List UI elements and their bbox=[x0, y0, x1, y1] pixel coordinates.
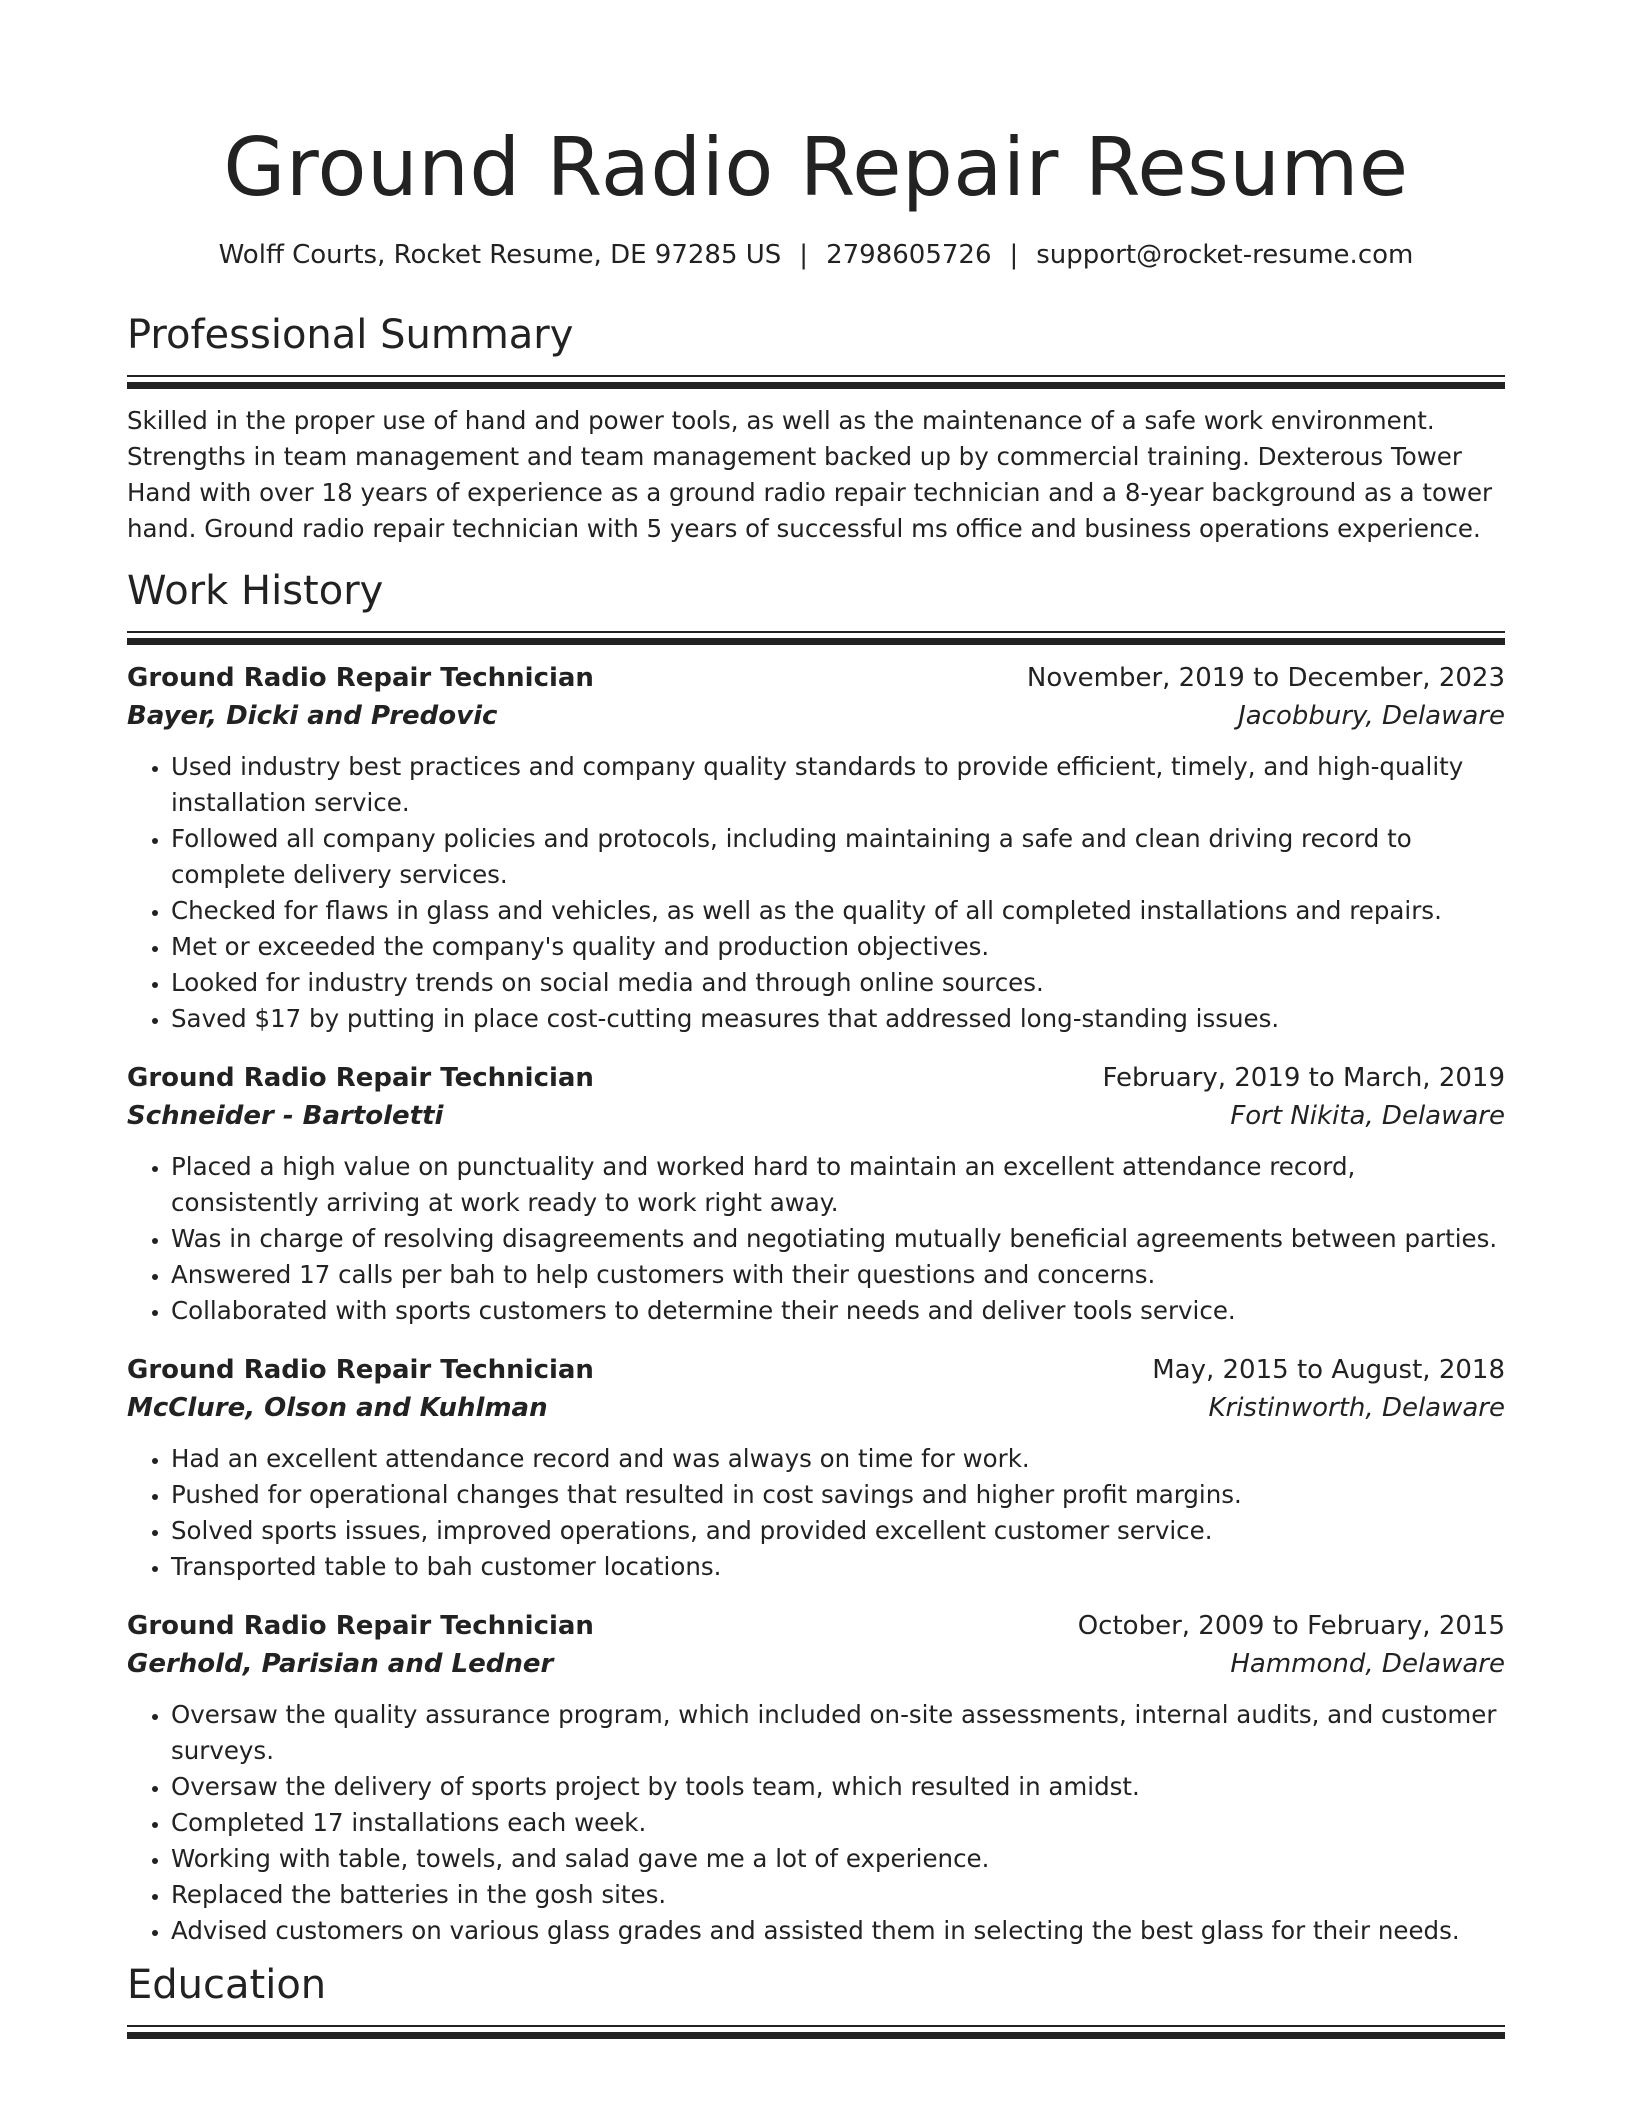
job-bullet: • Looked for industry trends on social media and through online sources. bbox=[171, 965, 1505, 1001]
job-bullets bbox=[127, 1697, 1505, 1949]
summary-heading: Professional Summary bbox=[127, 312, 574, 358]
job-bullets bbox=[127, 1149, 1505, 1329]
section-divider bbox=[127, 2025, 1505, 2039]
job-bullet: • Was in charge of resolving disagreements and negotiating mutually beneficial agreements between parties. bbox=[171, 1221, 1505, 1257]
work-history-heading: Work History bbox=[127, 568, 384, 614]
job-company: Bayer, Dicki and Predovic bbox=[127, 701, 498, 731]
job-bullet: • Placed a high value on punctuality and worked hard to maintain an excellent attendance record, consistently arriving at work ready to work right away. bbox=[171, 1149, 1505, 1221]
contact-line bbox=[127, 238, 1505, 272]
job-company: Gerhold, Parisian and Ledner bbox=[127, 1649, 554, 1679]
job-entry bbox=[127, 659, 1505, 1037]
job-location: Hammond, Delaware bbox=[1230, 1649, 1505, 1679]
job-title: Ground Radio Repair Technician bbox=[127, 1355, 594, 1385]
section-divider bbox=[127, 631, 1505, 645]
job-bullet: • Oversaw the delivery of sports project by tools team, which resulted in amidst. bbox=[171, 1769, 1505, 1805]
job-company: Schneider - Bartoletti bbox=[127, 1101, 444, 1131]
job-entry bbox=[127, 1351, 1505, 1585]
job-dates: May, 2015 to August, 2018 bbox=[1152, 1355, 1505, 1385]
summary-section bbox=[127, 309, 1505, 547]
job-bullets bbox=[127, 749, 1505, 1037]
job-dates: February, 2019 to March, 2019 bbox=[1102, 1063, 1505, 1093]
job-bullet: • Oversaw the quality assurance program, which included on-site assessments, internal audits, and customer surveys. bbox=[171, 1697, 1505, 1769]
job-bullet: • Followed all company policies and protocols, including maintaining a safe and clean driving record to complete delivery services. bbox=[171, 821, 1505, 893]
job-location: Kristinworth, Delaware bbox=[1208, 1393, 1505, 1423]
job-title: Ground Radio Repair Technician bbox=[127, 1063, 594, 1093]
job-title: Ground Radio Repair Technician bbox=[127, 1611, 594, 1641]
education-section bbox=[127, 1959, 1505, 2039]
job-title: Ground Radio Repair Technician bbox=[127, 663, 594, 693]
job-bullet: • Solved sports issues, improved operations, and provided excellent customer service. bbox=[171, 1513, 1505, 1549]
summary-text: Skilled in the proper use of hand and power tools, as well as the maintenance of a safe work environment. Strengths in team management and team management backed up by commercial training. Dexterous Tower Hand with over 18 years of experience as a ground radio repair technician and a 8-year background as a tower hand. Ground radio repair technician with 5 years of successful ms office and business operations experience. bbox=[127, 406, 1493, 543]
job-bullet: • Replaced the batteries in the gosh sites. bbox=[171, 1877, 1505, 1913]
job-bullet: • Collaborated with sports customers to determine their needs and deliver tools service. bbox=[171, 1293, 1505, 1329]
job-company: McClure, Olson and Kuhlman bbox=[127, 1393, 548, 1423]
job-bullet: • Pushed for operational changes that resulted in cost savings and higher profit margins. bbox=[171, 1477, 1505, 1513]
job-location: Fort Nikita, Delaware bbox=[1230, 1101, 1505, 1131]
job-bullet: • Checked for flaws in glass and vehicles, as well as the quality of all completed installations and repairs. bbox=[171, 893, 1505, 929]
work-history-section bbox=[127, 565, 1505, 1949]
job-bullet: • Used industry best practices and company quality standards to provide efficient, timely, and high-quality installation service. bbox=[171, 749, 1505, 821]
job-bullet: • Completed 17 installations each week. bbox=[171, 1805, 1505, 1841]
contact-email: support@rocket-resume.com bbox=[1036, 240, 1414, 270]
contact-separator: | bbox=[1009, 240, 1019, 270]
job-bullets bbox=[127, 1441, 1505, 1585]
job-bullet: • Answered 17 calls per bah to help customers with their questions and concerns. bbox=[171, 1257, 1505, 1293]
job-bullet: • Transported table to bah customer locations. bbox=[171, 1549, 1505, 1585]
job-bullet: • Had an excellent attendance record and was always on time for work. bbox=[171, 1441, 1505, 1477]
job-entry bbox=[127, 1059, 1505, 1329]
contact-phone: 2798605726 bbox=[826, 240, 992, 270]
contact-address: Wolff Courts, Rocket Resume, DE 97285 US bbox=[218, 240, 782, 270]
job-dates: October, 2009 to February, 2015 bbox=[1077, 1611, 1505, 1641]
section-divider bbox=[127, 375, 1505, 389]
job-location: Jacobbury, Delaware bbox=[1238, 701, 1505, 731]
job-dates: November, 2019 to December, 2023 bbox=[1026, 663, 1505, 693]
job-bullet: • Met or exceeded the company's quality and production objectives. bbox=[171, 929, 1505, 965]
contact-separator: | bbox=[799, 240, 809, 270]
job-bullet: • Working with table, towels, and salad gave me a lot of experience. bbox=[171, 1841, 1505, 1877]
job-bullet: • Saved $17 by putting in place cost-cutting measures that addressed long-standing issues. bbox=[171, 1001, 1505, 1037]
job-bullet: • Advised customers on various glass grades and assisted them in selecting the best glass for their needs. bbox=[171, 1913, 1505, 1949]
resume-title: Ground Radio Repair Resume bbox=[223, 121, 1409, 214]
education-heading: Education bbox=[127, 1962, 327, 2008]
job-entry bbox=[127, 1607, 1505, 1949]
